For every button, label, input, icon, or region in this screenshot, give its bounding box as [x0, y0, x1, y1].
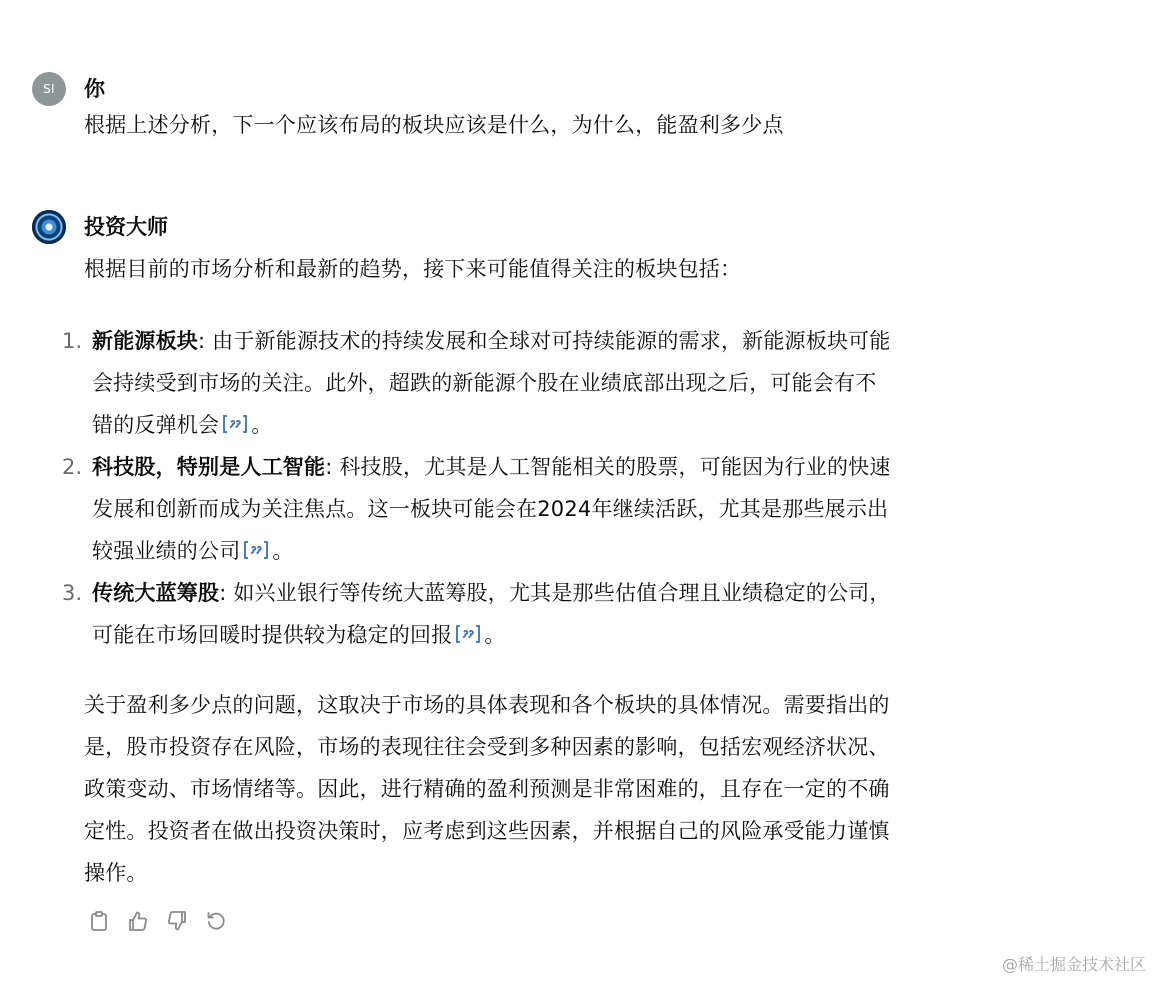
list-item-text: : 如兴业银行等传统大蓝筹股，尤其是那些估值合理且业绩稳定的公司，	[219, 581, 891, 605]
watermark: @稀土掘金技术社区	[1001, 955, 1146, 974]
list-item-text: 较强业绩的公司	[92, 539, 241, 563]
paragraph-line: 定性。投资者在做出投资决策时，应考虑到这些因素，并根据自己的风险承受能力谨慎	[84, 819, 890, 843]
citation-quote-icon[interactable]	[243, 540, 269, 560]
paragraph-line: 是，股市投资存在风险，市场的表现往往会受到多种因素的影响，包括宏观经济状况、	[84, 735, 890, 759]
citation-quote-icon[interactable]	[222, 414, 248, 434]
paragraph-line: 政策变动、市场情绪等。因此，进行精确的盈利预测是非常困难的，且存在一定的不确	[84, 777, 890, 801]
recommendation-list	[62, 320, 1012, 656]
list-item-line	[92, 530, 1012, 572]
thumbs-up-icon	[127, 910, 149, 932]
list-item-text: 错的反弹机会	[92, 413, 220, 437]
assistant-intro-text: 根据目前的市场分析和最新的趋势，接下来可能值得关注的板块包括：	[84, 257, 742, 281]
list-item-number: 1.	[62, 329, 83, 353]
list-item-number: 2.	[62, 455, 83, 479]
user-avatar: SI	[32, 72, 66, 106]
assistant-closing-paragraph	[84, 684, 1014, 894]
regenerate-icon	[205, 910, 227, 932]
assistant-author-name: 投资大师	[84, 215, 168, 239]
list-item-line	[92, 404, 1012, 446]
list-item-text: 会持续受到市场的关注。此外，超跌的新能源个股在业绩底部出现之后，可能会有不	[92, 371, 877, 395]
list-item-number: 3.	[62, 581, 83, 605]
list-item	[62, 446, 1012, 572]
list-item-text: : 由于新能源技术的持续发展和全球对可持续能源的需求，新能源板块可能	[198, 329, 891, 353]
user-author-name: 你	[84, 77, 105, 101]
list-item-punctuation: 。	[484, 623, 506, 647]
list-item-text: 可能在市场回暖时提供较为稳定的回报	[92, 623, 453, 647]
paragraph-line: 关于盈利多少点的问题，这取决于市场的具体表现和各个板块的具体情况。需要指出的	[84, 693, 890, 717]
user-message-text: 根据上述分析，下一个应该布局的板块应该是什么，为什么，能盈利多少点	[84, 113, 784, 137]
list-item-line	[92, 614, 1012, 656]
copy-button[interactable]	[86, 908, 112, 934]
assistant-avatar	[32, 210, 66, 244]
regenerate-button[interactable]	[203, 908, 229, 934]
thumbs-up-button[interactable]	[125, 908, 151, 934]
list-item	[62, 572, 1012, 656]
list-item-title: 科技股，特别是人工智能	[92, 455, 326, 479]
list-item-text: 发展和创新而成为关注焦点。这一板块可能会在2024年继续活跃，尤其是那些展示出	[92, 497, 889, 521]
list-item-title: 新能源板块	[92, 329, 198, 353]
list-item-punctuation: 。	[272, 539, 294, 563]
paragraph-line: 操作。	[84, 861, 148, 885]
message-actions	[86, 908, 229, 934]
copy-icon	[88, 910, 110, 932]
list-item-punctuation: 。	[251, 413, 273, 437]
thumbs-down-button[interactable]	[164, 908, 190, 934]
citation-quote-icon[interactable]	[455, 624, 481, 644]
list-item	[62, 320, 1012, 446]
list-item-text: : 科技股，尤其是人工智能相关的股票，可能因为行业的快速	[325, 455, 891, 479]
list-item-line	[92, 320, 1012, 362]
list-item-line	[92, 572, 1012, 614]
list-item-line	[92, 446, 1012, 488]
list-item-title: 传统大蓝筹股	[92, 581, 220, 605]
thumbs-down-icon	[166, 910, 188, 932]
